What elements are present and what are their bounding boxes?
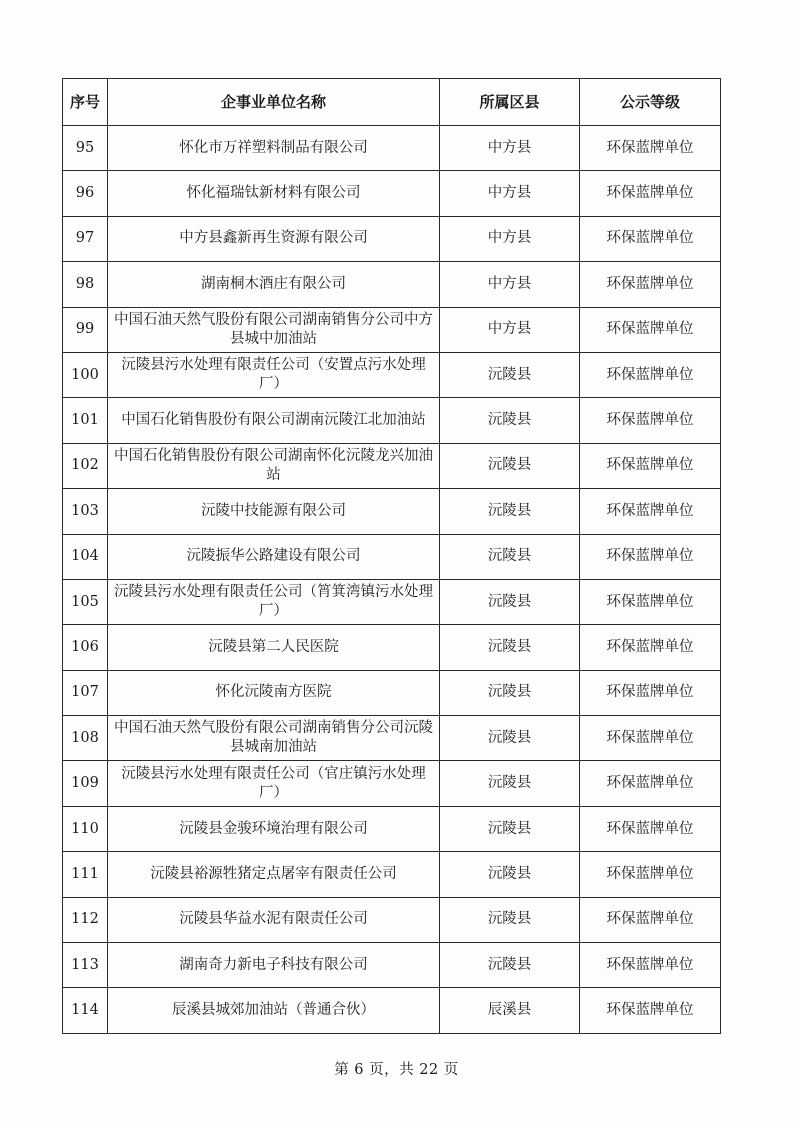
cell-enterprise-name: 沅陵县金骏环境治理有限公司 bbox=[108, 806, 440, 851]
cell-seq: 108 bbox=[63, 716, 108, 761]
cell-county: 沅陵县 bbox=[440, 670, 580, 715]
cell-seq: 106 bbox=[63, 625, 108, 670]
cell-enterprise-name: 怀化沅陵南方医院 bbox=[108, 670, 440, 715]
header-name: 企事业单位名称 bbox=[108, 79, 440, 126]
table-row bbox=[63, 988, 721, 1033]
cell-county: 沅陵县 bbox=[440, 716, 580, 761]
cell-seq: 107 bbox=[63, 670, 108, 715]
table-row bbox=[63, 806, 721, 851]
cell-enterprise-name: 沅陵振华公路建设有限公司 bbox=[108, 534, 440, 579]
cell-level: 环保蓝牌单位 bbox=[580, 943, 721, 988]
cell-county: 中方县 bbox=[440, 216, 580, 261]
cell-seq: 111 bbox=[63, 852, 108, 897]
cell-seq: 100 bbox=[63, 352, 108, 397]
cell-seq: 96 bbox=[63, 171, 108, 216]
cell-level: 环保蓝牌单位 bbox=[580, 625, 721, 670]
cell-level: 环保蓝牌单位 bbox=[580, 716, 721, 761]
cell-level: 环保蓝牌单位 bbox=[580, 579, 721, 624]
cell-seq: 102 bbox=[63, 443, 108, 488]
cell-level: 环保蓝牌单位 bbox=[580, 988, 721, 1033]
table-row bbox=[63, 579, 721, 624]
cell-seq: 103 bbox=[63, 489, 108, 534]
cell-county: 辰溪县 bbox=[440, 988, 580, 1033]
cell-seq: 105 bbox=[63, 579, 108, 624]
header-county: 所属区县 bbox=[440, 79, 580, 126]
cell-enterprise-name: 沅陵中技能源有限公司 bbox=[108, 489, 440, 534]
cell-level: 环保蓝牌单位 bbox=[580, 897, 721, 942]
cell-enterprise-name: 沅陵县污水处理有限责任公司（安置点污水处理厂） bbox=[108, 352, 440, 397]
table-row bbox=[63, 216, 721, 261]
table-row bbox=[63, 625, 721, 670]
table-row bbox=[63, 262, 721, 307]
table-row bbox=[63, 489, 721, 534]
cell-seq: 113 bbox=[63, 943, 108, 988]
cell-seq: 99 bbox=[63, 307, 108, 352]
cell-seq: 101 bbox=[63, 398, 108, 443]
cell-level: 环保蓝牌单位 bbox=[580, 761, 721, 806]
table-row bbox=[63, 670, 721, 715]
table-body bbox=[63, 126, 721, 1034]
cell-county: 沅陵县 bbox=[440, 398, 580, 443]
cell-county: 沅陵县 bbox=[440, 352, 580, 397]
cell-enterprise-name: 怀化福瑞钛新材料有限公司 bbox=[108, 171, 440, 216]
table-row bbox=[63, 352, 721, 397]
cell-enterprise-name: 中国石化销售股份有限公司湖南怀化沅陵龙兴加油站 bbox=[108, 443, 440, 488]
table-row bbox=[63, 761, 721, 806]
header-seq: 序号 bbox=[63, 79, 108, 126]
cell-county: 中方县 bbox=[440, 126, 580, 171]
cell-enterprise-name: 沅陵县污水处理有限责任公司（筲箕湾镇污水处理厂） bbox=[108, 579, 440, 624]
table-row bbox=[63, 307, 721, 352]
cell-county: 沅陵县 bbox=[440, 806, 580, 851]
cell-level: 环保蓝牌单位 bbox=[580, 534, 721, 579]
cell-level: 环保蓝牌单位 bbox=[580, 670, 721, 715]
cell-enterprise-name: 中国石油天然气股份有限公司湖南销售分公司中方县城中加油站 bbox=[108, 307, 440, 352]
table-row bbox=[63, 852, 721, 897]
cell-county: 沅陵县 bbox=[440, 625, 580, 670]
cell-level: 环保蓝牌单位 bbox=[580, 352, 721, 397]
enterprise-table bbox=[62, 78, 721, 1034]
table-header-row bbox=[63, 79, 721, 126]
cell-level: 环保蓝牌单位 bbox=[580, 489, 721, 534]
table-row bbox=[63, 534, 721, 579]
table-row bbox=[63, 897, 721, 942]
cell-seq: 95 bbox=[63, 126, 108, 171]
cell-county: 中方县 bbox=[440, 171, 580, 216]
cell-enterprise-name: 湖南桐木酒庄有限公司 bbox=[108, 262, 440, 307]
cell-county: 沅陵县 bbox=[440, 579, 580, 624]
cell-level: 环保蓝牌单位 bbox=[580, 398, 721, 443]
cell-level: 环保蓝牌单位 bbox=[580, 307, 721, 352]
cell-enterprise-name: 怀化市万祥塑料制品有限公司 bbox=[108, 126, 440, 171]
cell-county: 中方县 bbox=[440, 262, 580, 307]
cell-county: 沅陵县 bbox=[440, 852, 580, 897]
cell-level: 环保蓝牌单位 bbox=[580, 216, 721, 261]
table-row bbox=[63, 171, 721, 216]
cell-enterprise-name: 沅陵县华益水泥有限责任公司 bbox=[108, 897, 440, 942]
cell-county: 沅陵县 bbox=[440, 943, 580, 988]
table-row bbox=[63, 716, 721, 761]
page-number-footer: 第 6 页，共 22 页 bbox=[334, 1062, 459, 1078]
cell-level: 环保蓝牌单位 bbox=[580, 443, 721, 488]
table-row bbox=[63, 398, 721, 443]
cell-enterprise-name: 沅陵县污水处理有限责任公司（官庄镇污水处理厂） bbox=[108, 761, 440, 806]
cell-county: 沅陵县 bbox=[440, 534, 580, 579]
cell-level: 环保蓝牌单位 bbox=[580, 126, 721, 171]
cell-enterprise-name: 湖南奇力新电子科技有限公司 bbox=[108, 943, 440, 988]
cell-enterprise-name: 辰溪县城郊加油站（普通合伙） bbox=[108, 988, 440, 1033]
cell-seq: 97 bbox=[63, 216, 108, 261]
cell-seq: 110 bbox=[63, 806, 108, 851]
cell-county: 沅陵县 bbox=[440, 897, 580, 942]
table-row bbox=[63, 443, 721, 488]
cell-level: 环保蓝牌单位 bbox=[580, 171, 721, 216]
cell-seq: 98 bbox=[63, 262, 108, 307]
cell-county: 沅陵县 bbox=[440, 489, 580, 534]
cell-enterprise-name: 中国石化销售股份有限公司湖南沅陵江北加油站 bbox=[108, 398, 440, 443]
table-row bbox=[63, 126, 721, 171]
cell-county: 沅陵县 bbox=[440, 443, 580, 488]
document-table-container bbox=[62, 78, 720, 1034]
table-row bbox=[63, 943, 721, 988]
cell-enterprise-name: 沅陵县第二人民医院 bbox=[108, 625, 440, 670]
cell-seq: 114 bbox=[63, 988, 108, 1033]
cell-enterprise-name: 中国石油天然气股份有限公司湖南销售分公司沅陵县城南加油站 bbox=[108, 716, 440, 761]
cell-county: 沅陵县 bbox=[440, 761, 580, 806]
cell-county: 中方县 bbox=[440, 307, 580, 352]
cell-level: 环保蓝牌单位 bbox=[580, 852, 721, 897]
cell-enterprise-name: 沅陵县裕源牲猪定点屠宰有限责任公司 bbox=[108, 852, 440, 897]
cell-seq: 104 bbox=[63, 534, 108, 579]
header-level: 公示等级 bbox=[580, 79, 721, 126]
cell-enterprise-name: 中方县鑫新再生资源有限公司 bbox=[108, 216, 440, 261]
cell-level: 环保蓝牌单位 bbox=[580, 806, 721, 851]
cell-seq: 109 bbox=[63, 761, 108, 806]
cell-seq: 112 bbox=[63, 897, 108, 942]
cell-level: 环保蓝牌单位 bbox=[580, 262, 721, 307]
